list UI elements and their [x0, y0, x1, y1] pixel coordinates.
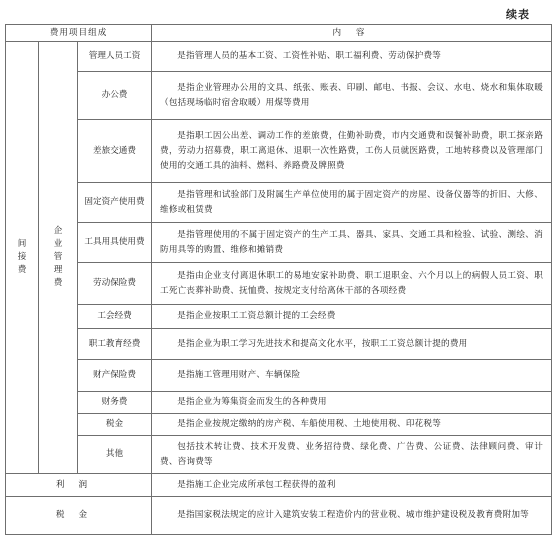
table-row — [6, 42, 552, 72]
table-header-row — [6, 25, 552, 42]
item-content: 是指施工管理用财产、车辆保险 — [152, 360, 552, 392]
table-row — [6, 263, 552, 305]
item-name: 财产保险费 — [78, 360, 152, 392]
item-content: 是指管理和试验部门及附属生产单位使用的属于固定资产的房屋、设备仪器等的折旧、大修、维修或租赁费 — [152, 183, 552, 223]
item-name: 工会经费 — [78, 305, 152, 329]
item-name: 工具用具使用费 — [78, 223, 152, 263]
item-content: 是指企业按规定缴纳的房产税、车船使用税、土地使用税、印花税等 — [152, 414, 552, 436]
item-name: 其他 — [78, 436, 152, 474]
item-name: 管理人员工资 — [78, 42, 152, 72]
profit-content: 是指施工企业完成所承包工程获得的盈利 — [152, 474, 552, 497]
item-name: 职工教育经费 — [78, 329, 152, 360]
table-row — [6, 223, 552, 263]
table-row — [6, 120, 552, 183]
table-row — [6, 360, 552, 392]
table-row — [6, 305, 552, 329]
item-content: 是指企业为筹集资金而发生的各种费用 — [152, 392, 552, 414]
item-content: 是指企业为职工学习先进技术和提高文化水平，按职工工资总额计提的费用 — [152, 329, 552, 360]
table-row — [6, 72, 552, 120]
item-name: 差旅交通费 — [78, 120, 152, 183]
table-row-tax — [6, 497, 552, 535]
item-content: 是指管理人员的基本工资、工资性补贴、职工福利费、劳动保护费等 — [152, 42, 552, 72]
item-content: 是指企业管理办公用的文具、纸张、账表、印刷、邮电、书报、会议、水电、烧水和集体取暖（包括现场临时宿舍取暖）用煤等费用 — [152, 72, 552, 120]
table-row — [6, 436, 552, 474]
item-name: 劳动保险费 — [78, 263, 152, 305]
item-name: 财务费 — [78, 392, 152, 414]
continued-label: 续表 — [506, 8, 530, 21]
group-indirect-cost: 间接费 — [6, 42, 39, 474]
table-row — [6, 392, 552, 414]
header-item: 费用项目组成 — [6, 25, 152, 42]
table-row — [6, 414, 552, 436]
tax-content: 是指国家税法规定的应计入建筑安装工程造价内的营业税、城市维护建设税及教育费附加等 — [152, 497, 552, 535]
table-row-profit — [6, 474, 552, 497]
item-name: 固定资产使用费 — [78, 183, 152, 223]
item-content: 是指管理使用的不属于固定资产的生产工具、器具、家具、交通工具和检验、试验、测绘、消防用具等的购置、维修和摊销费 — [152, 223, 552, 263]
header-content: 内 容 — [152, 25, 552, 42]
profit-label: 利润 — [6, 474, 152, 497]
item-name: 税金 — [78, 414, 152, 436]
item-content: 是指职工因公出差、调动工作的差旅费，住勤补助费，市内交通费和误餐补助费，职工探亲路费，劳动力招募费，职工离退休、退职一次性路费，工伤人员就医路费，工地转移费以及管理部门使用的交通工具的油料、燃料、养路费及牌照费 — [152, 120, 552, 183]
item-content: 包括技术转让费、技术开发费、业务招待费、绿化费、广告费、公证费、法律顾问费、审计费、咨询费等 — [152, 436, 552, 474]
item-content: 是指由企业支付离退休职工的易地安家补助费、职工退职金、六个月以上的病假人员工资、职工死亡丧葬补助费、抚恤费、按规定支付给离休干部的各项经费 — [152, 263, 552, 305]
item-name: 办公费 — [78, 72, 152, 120]
item-content: 是指企业按职工工资总额计提的工会经费 — [152, 305, 552, 329]
tax-label: 税金 — [6, 497, 152, 535]
group-enterprise-management-fee: 企业管理费 — [39, 42, 78, 474]
cost-composition-table — [5, 24, 552, 535]
table-row — [6, 329, 552, 360]
table-row — [6, 183, 552, 223]
